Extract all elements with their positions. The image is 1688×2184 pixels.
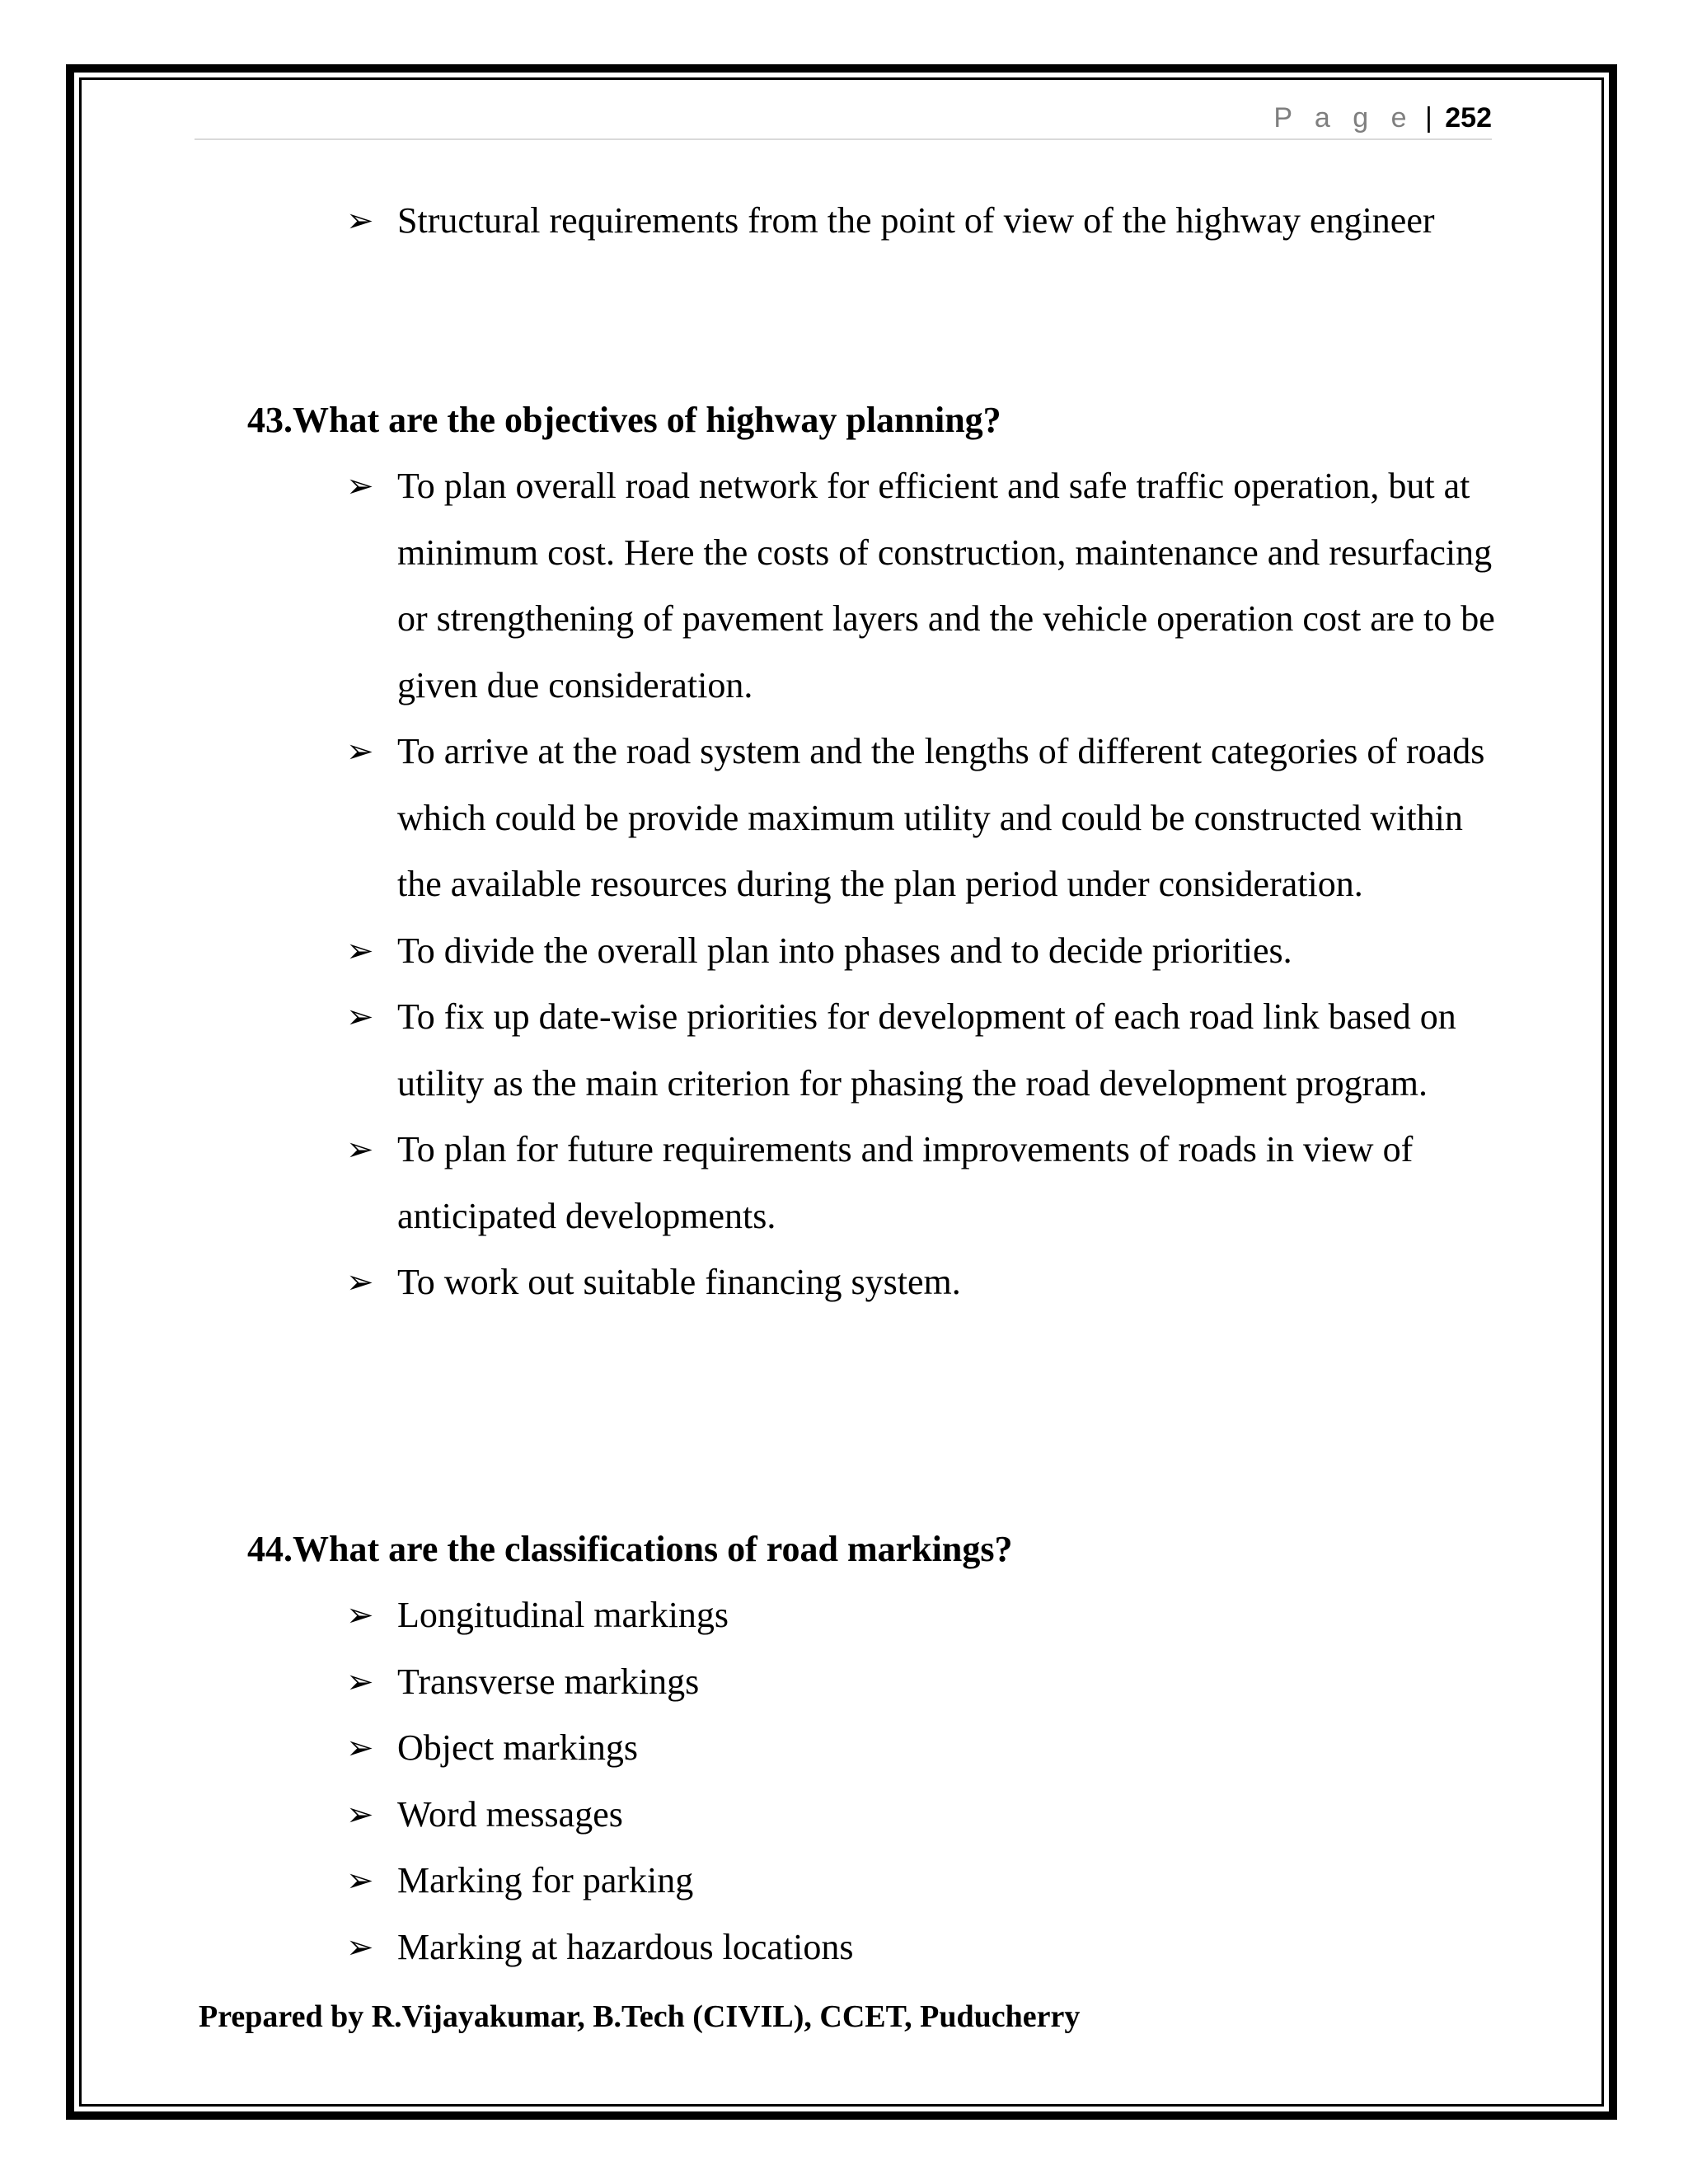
list-item-text: Marking at hazardous locations (397, 1926, 854, 1967)
list-item (346, 1915, 1500, 1981)
arrowhead-bullet-icon: ➢ (346, 1662, 374, 1700)
list-item (346, 1715, 1500, 1782)
list-item-text: To plan for future requirements and improvements of roads in view of anticipated developments. (397, 1129, 1414, 1236)
arrowhead-bullet-icon: ➢ (346, 998, 374, 1035)
question-44-heading: 44.What are the classifications of road markings? (247, 1529, 1013, 1569)
list-item-text: To fix up date-wise priorities for development of each road link based on utility as the main criterion for phasing the road development program. (397, 996, 1456, 1104)
page-label: P a g e (1273, 102, 1414, 134)
arrowhead-bullet-icon: ➢ (346, 1862, 374, 1899)
question-43-heading: 43.What are the objectives of highway planning? (247, 400, 1001, 440)
list-item (346, 1249, 1500, 1316)
arrowhead-bullet-icon: ➢ (346, 1795, 374, 1833)
arrowhead-bullet-icon: ➢ (346, 1596, 374, 1633)
list-item-text: Object markings (397, 1727, 639, 1768)
q43-bullet-list (346, 453, 1500, 1316)
list-item (346, 453, 1500, 719)
list-item (346, 1848, 1500, 1915)
list-item (346, 1582, 1500, 1649)
arrowhead-bullet-icon: ➢ (346, 1928, 374, 1966)
list-item-text: Longitudinal markings (397, 1595, 729, 1635)
list-item-text: To plan overall road network for efficient and safe traffic operation, but at minimum cost. Here the costs of construction, maintenance and resurfacing or strengthening of pavement layers and the vehicle operation cost are to be given due consideration. (397, 466, 1495, 705)
page-footer: Prepared by R.Vijayakumar, B.Tech (CIVIL), CCET, Puducherry (199, 1999, 1081, 2034)
list-item-text: To divide the overall plan into phases and to decide priorities. (397, 930, 1292, 971)
arrowhead-bullet-icon: ➢ (346, 1263, 374, 1301)
list-item (346, 719, 1500, 918)
arrowhead-bullet-icon: ➢ (346, 1131, 374, 1168)
list-item (346, 918, 1500, 985)
list-item (346, 1649, 1500, 1716)
arrowhead-bullet-icon: ➢ (346, 467, 374, 504)
list-item-text: Marking for parking (397, 1860, 694, 1900)
arrowhead-bullet-icon: ➢ (346, 931, 374, 969)
continued-bullet-list (346, 188, 1500, 255)
list-item (346, 1782, 1500, 1849)
arrowhead-bullet-icon: ➢ (346, 733, 374, 770)
arrowhead-bullet-icon: ➢ (346, 202, 374, 239)
page-header (195, 97, 1492, 140)
list-item-text: Word messages (397, 1793, 623, 1835)
q44-bullet-list (346, 1582, 1500, 1980)
page-number: 252 (1445, 102, 1492, 134)
list-item-text: To arrive at the road system and the lengths of different categories of roads which could be provide maximum utility and could be constructed within the available resources during the plan period under consideration. (397, 731, 1485, 904)
list-item-text: Transverse markings (397, 1661, 700, 1702)
page-separator: | (1424, 102, 1432, 134)
list-item-text: To work out suitable financing system. (397, 1262, 961, 1302)
list-item (346, 188, 1500, 255)
arrowhead-bullet-icon: ➢ (346, 1729, 374, 1766)
list-item (346, 1117, 1500, 1249)
list-item (346, 984, 1500, 1117)
list-item-text: Structural requirements from the point of view of the highway engineer (397, 200, 1435, 241)
